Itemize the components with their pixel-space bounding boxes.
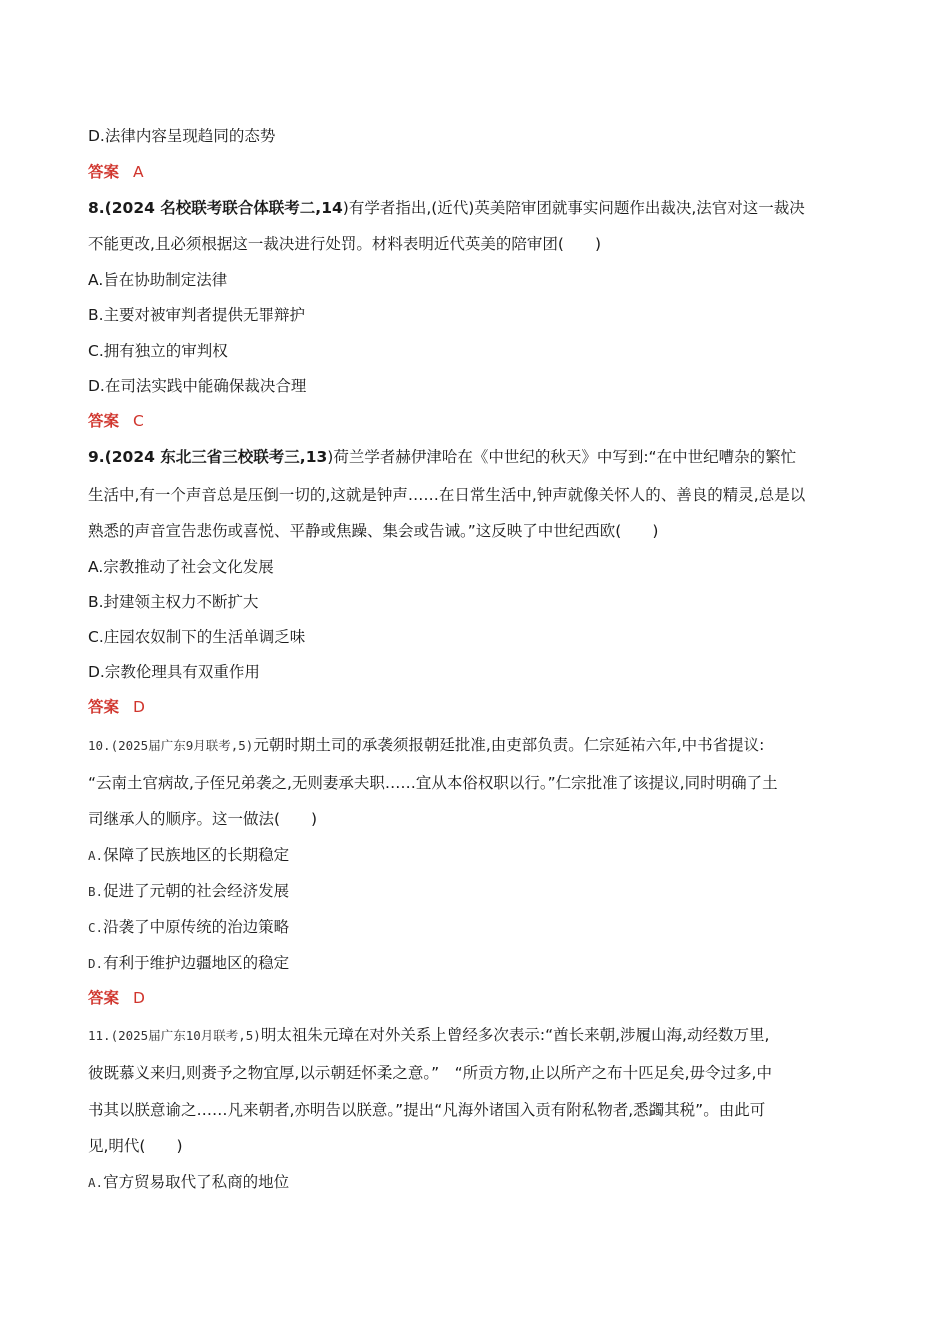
q10-option-c bbox=[88, 915, 289, 940]
option-label: C. bbox=[88, 920, 104, 935]
q9-option-c: C.庄园农奴制下的生活单调乏味 bbox=[88, 628, 306, 646]
q11-number: 11. bbox=[88, 1028, 111, 1043]
q10-stem-line-1 bbox=[88, 733, 764, 758]
answer-label: 答案 bbox=[88, 989, 120, 1007]
option-text: 促进了元朝的社会经济发展 bbox=[103, 882, 290, 900]
q11-stem-line-3: 书其以朕意谕之……凡来朝者,亦明告以朕意。”提出“凡海外诸国入贡有附私物者,悉蠲其税”。由此可 bbox=[88, 1101, 766, 1119]
q9-stem-line-1 bbox=[88, 445, 796, 469]
q10-option-a bbox=[88, 843, 289, 868]
q9-option-d: D.宗教伦理具有双重作用 bbox=[88, 663, 260, 681]
option-text: 保障了民族地区的长期稳定 bbox=[103, 846, 290, 864]
q7-option-d: D.法律内容呈现趋同的态势 bbox=[88, 127, 276, 145]
answer-value: C bbox=[133, 412, 144, 430]
q8-stem-line-2: 不能更改,且必须根据这一裁决进行处罚。材料表明近代英美的陪审团( ) bbox=[88, 235, 602, 253]
option-label: D. bbox=[88, 956, 104, 971]
answer-value: D bbox=[133, 698, 145, 716]
q8-stem-line-1 bbox=[88, 196, 805, 220]
q10-answer bbox=[88, 986, 145, 1010]
option-label: A. bbox=[88, 1175, 104, 1190]
q8-option-c: C.拥有独立的审判权 bbox=[88, 342, 228, 360]
q10-stem-text: 元朝时期土司的承袭须报朝廷批准,由吏部负责。仁宗延祐六年,中书省提议: bbox=[253, 736, 765, 754]
answer-value: D bbox=[133, 989, 145, 1007]
q11-stem-text: 明太祖朱元璋在对外关系上曾经多次表示:“酋长来朝,涉履山海,动经数万里, bbox=[260, 1026, 770, 1044]
answer-label: 答案 bbox=[88, 698, 120, 716]
q11-source: (2025届广东10月联考,5) bbox=[110, 1028, 261, 1043]
q9-source: 2024 东北三省三校联考三,13 bbox=[111, 448, 328, 466]
q9-option-b: B.封建领主权力不断扩大 bbox=[88, 593, 259, 611]
q8-option-a: A.旨在协助制定法律 bbox=[88, 271, 228, 289]
q9-answer bbox=[88, 695, 145, 719]
q9-stem-text: )荷兰学者赫伊津哈在《中世纪的秋天》中写到:“在中世纪嘈杂的繁忙 bbox=[327, 448, 797, 466]
q8-stem-text: )有学者指出,(近代)英美陪审团就事实问题作出裁决,法官对这一裁决 bbox=[342, 199, 805, 217]
q10-option-d bbox=[88, 951, 289, 976]
answer-value: A bbox=[133, 163, 144, 181]
q8-option-b: B.主要对被审判者提供无罪辩护 bbox=[88, 306, 306, 324]
answer-label: 答案 bbox=[88, 163, 120, 181]
q8-answer bbox=[88, 409, 144, 433]
q9-stem-line-2: 生活中,有一个声音总是压倒一切的,这就是钟声……在日常生活中,钟声就像关怀人的、善良的精灵,总是以 bbox=[88, 486, 806, 504]
q10-option-b bbox=[88, 879, 289, 904]
q11-stem-line-1 bbox=[88, 1023, 769, 1048]
option-text: 官方贸易取代了私商的地位 bbox=[103, 1173, 290, 1191]
q7-answer bbox=[88, 160, 144, 184]
q11-stem-line-4: 见,明代( ) bbox=[88, 1137, 183, 1155]
q9-number: 9.( bbox=[88, 448, 112, 466]
q9-stem-line-3: 熟悉的声音宣告悲伤或喜悦、平静或焦躁、集会或告诫。”这反映了中世纪西欧( ) bbox=[88, 522, 659, 540]
q10-stem-line-3: 司继承人的顺序。这一做法( ) bbox=[88, 810, 318, 828]
option-text: 有利于维护边疆地区的稳定 bbox=[103, 954, 290, 972]
q10-source: (2025届广东9月联考,5) bbox=[110, 738, 254, 753]
option-label: B. bbox=[88, 884, 104, 899]
q9-option-a: A.宗教推动了社会文化发展 bbox=[88, 558, 274, 576]
q11-stem-line-2: 彼既慕义来归,则赉予之物宜厚,以示朝廷怀柔之意。” “所贡方物,止以所产之布十匹足矣,毋令过多,中 bbox=[88, 1064, 772, 1082]
q11-option-a bbox=[88, 1170, 289, 1195]
answer-label: 答案 bbox=[88, 412, 120, 430]
q10-number: 10. bbox=[88, 738, 111, 753]
q8-source: 2024 名校联考联合体联考二,14 bbox=[111, 199, 343, 217]
q8-number: 8.( bbox=[88, 199, 112, 217]
q8-option-d: D.在司法实践中能确保裁决合理 bbox=[88, 377, 307, 395]
option-label: A. bbox=[88, 848, 104, 863]
option-text: 沿袭了中原传统的治边策略 bbox=[103, 918, 290, 936]
q10-stem-line-2: “云南土官病故,子侄兄弟袭之,无则妻承夫职……宜从本俗权职以行。”仁宗批准了该提议,同时明确了土 bbox=[88, 774, 778, 792]
